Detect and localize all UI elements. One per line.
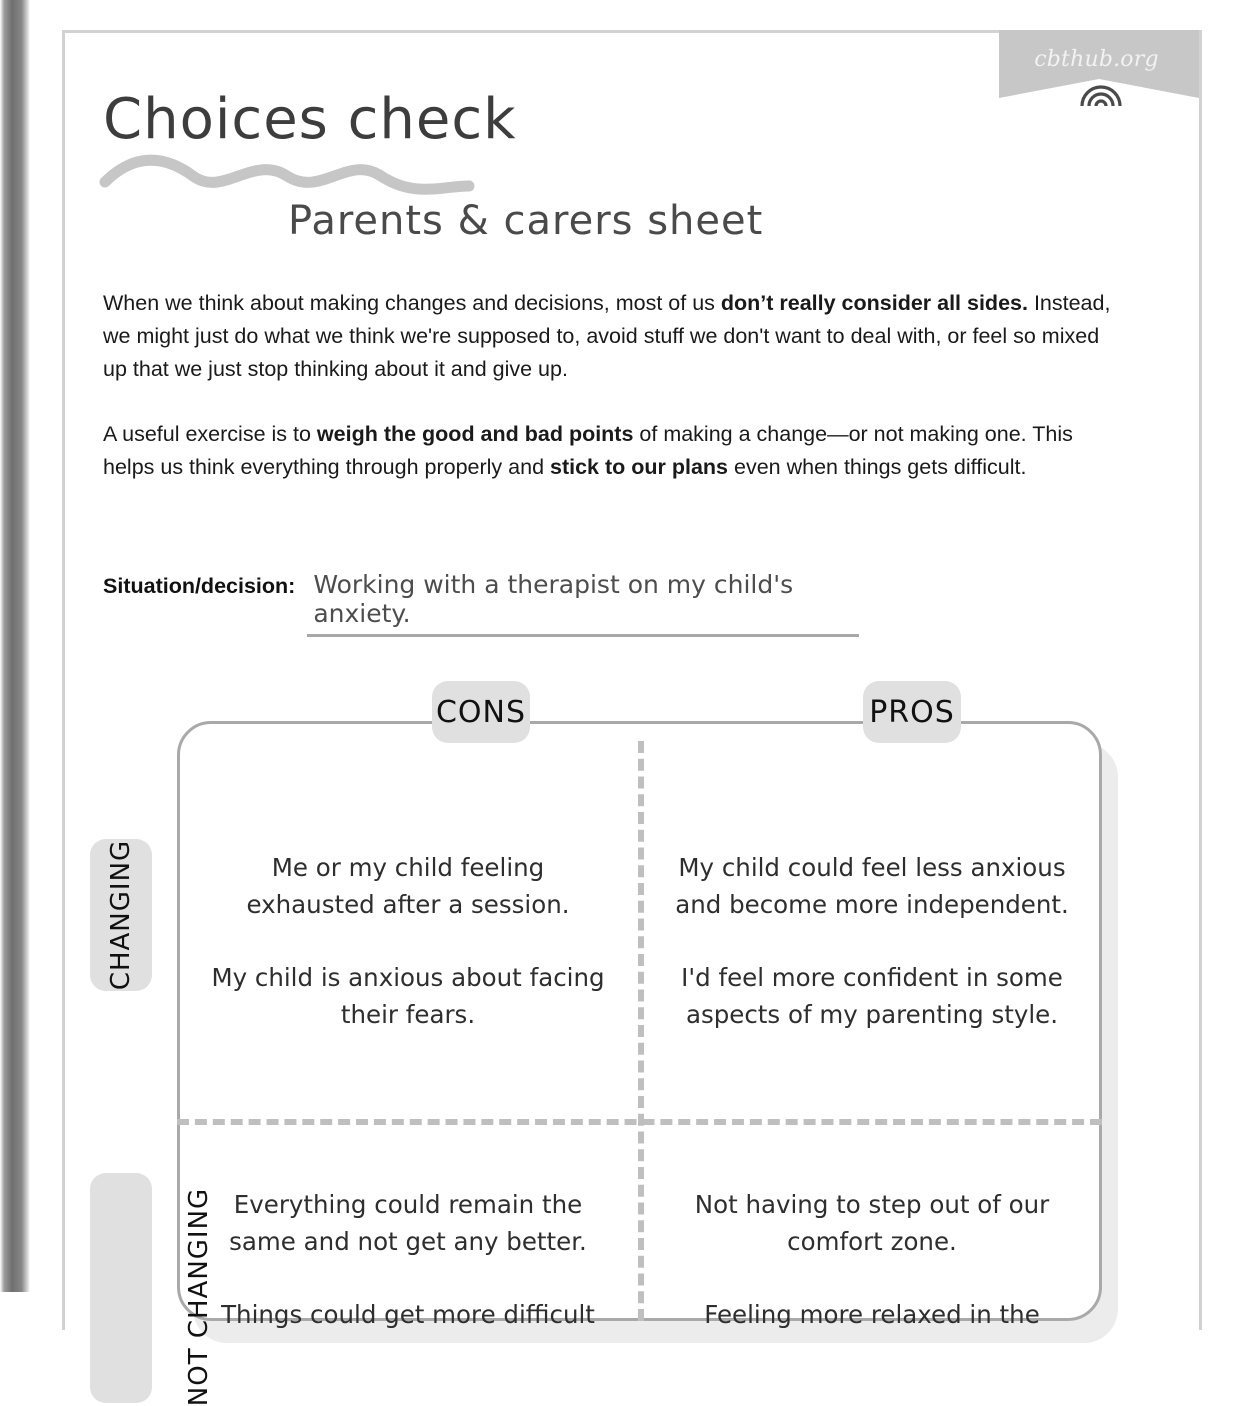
page-title: Choices check	[103, 87, 517, 152]
intro-text	[103, 287, 1113, 484]
row-header-changing	[90, 839, 152, 991]
intro-p2-bold2: stick to our plans	[550, 455, 729, 479]
intro-p1-part2: Instead, we might just do what we think we're supposed to, avoid stuff we don't want to deal with, or feel so mixed up that we just stop thinking about it and give up.	[103, 291, 1111, 381]
row-header-changing-label: CHANGING	[106, 839, 137, 991]
matrix-vertical-divider	[638, 741, 644, 1321]
cell-item: Me or my child feeling exhausted after a session.	[246, 853, 570, 919]
cell-changing-pros[interactable]	[669, 849, 1075, 1033]
cell-item: My child is anxious about facing their fears.	[211, 963, 605, 1029]
cell-item: I'd feel more confident in some aspects of my parenting style.	[681, 963, 1063, 1029]
situation-input[interactable]: Working with a therapist on my child's anxiety.	[307, 570, 859, 637]
intro-p1-bold1: don’t really consider all sides.	[720, 291, 1028, 315]
situation-label: Situation/decision:	[103, 574, 296, 598]
column-header-pros: PROS	[863, 681, 961, 743]
situation-row	[103, 570, 1113, 637]
cell-item: Everything could remain the same and not get any better.	[229, 1190, 587, 1256]
intro-p2-part1: A useful exercise is to	[103, 422, 317, 446]
pros-cons-matrix	[106, 694, 1102, 1406]
intro-p2-part3: even when things gets difficult.	[728, 455, 1027, 479]
page-edge-shadow	[0, 0, 30, 1292]
intro-paragraph-2	[103, 418, 1113, 484]
cell-not-changing-pros[interactable]	[669, 1186, 1075, 1333]
page-subtitle: Parents & carers sheet	[288, 197, 764, 244]
cell-item: My child could feel less anxious and become more independent.	[675, 853, 1069, 919]
intro-p1-part1: When we think about making changes and decisions, most of us	[103, 291, 721, 315]
cell-item: Feeling more relaxed in the	[704, 1300, 1040, 1329]
intro-paragraph-1	[103, 287, 1113, 386]
row-header-not-changing	[90, 1173, 215, 1406]
row-header-not-changing-label: NOT CHANGING	[184, 1187, 215, 1406]
cell-item: Things could get more difficult	[221, 1300, 595, 1329]
intro-p2-part2: of making a change—or not making one. This helps us think everything through properly and	[103, 422, 1073, 479]
cell-item: Not having to step out of our comfort zone.	[694, 1190, 1050, 1256]
intro-p2-bold1: weigh the good and bad points	[316, 422, 634, 446]
logo-text: cbthub.org	[1034, 47, 1159, 72]
column-header-cons: CONS	[432, 681, 530, 743]
wavy-underline-icon	[103, 152, 473, 192]
cell-changing-cons[interactable]	[205, 849, 611, 1033]
cell-not-changing-cons[interactable]	[205, 1186, 611, 1333]
header-block	[103, 87, 1103, 244]
worksheet-page	[62, 30, 1202, 1406]
matrix-horizontal-divider	[177, 1119, 1102, 1125]
